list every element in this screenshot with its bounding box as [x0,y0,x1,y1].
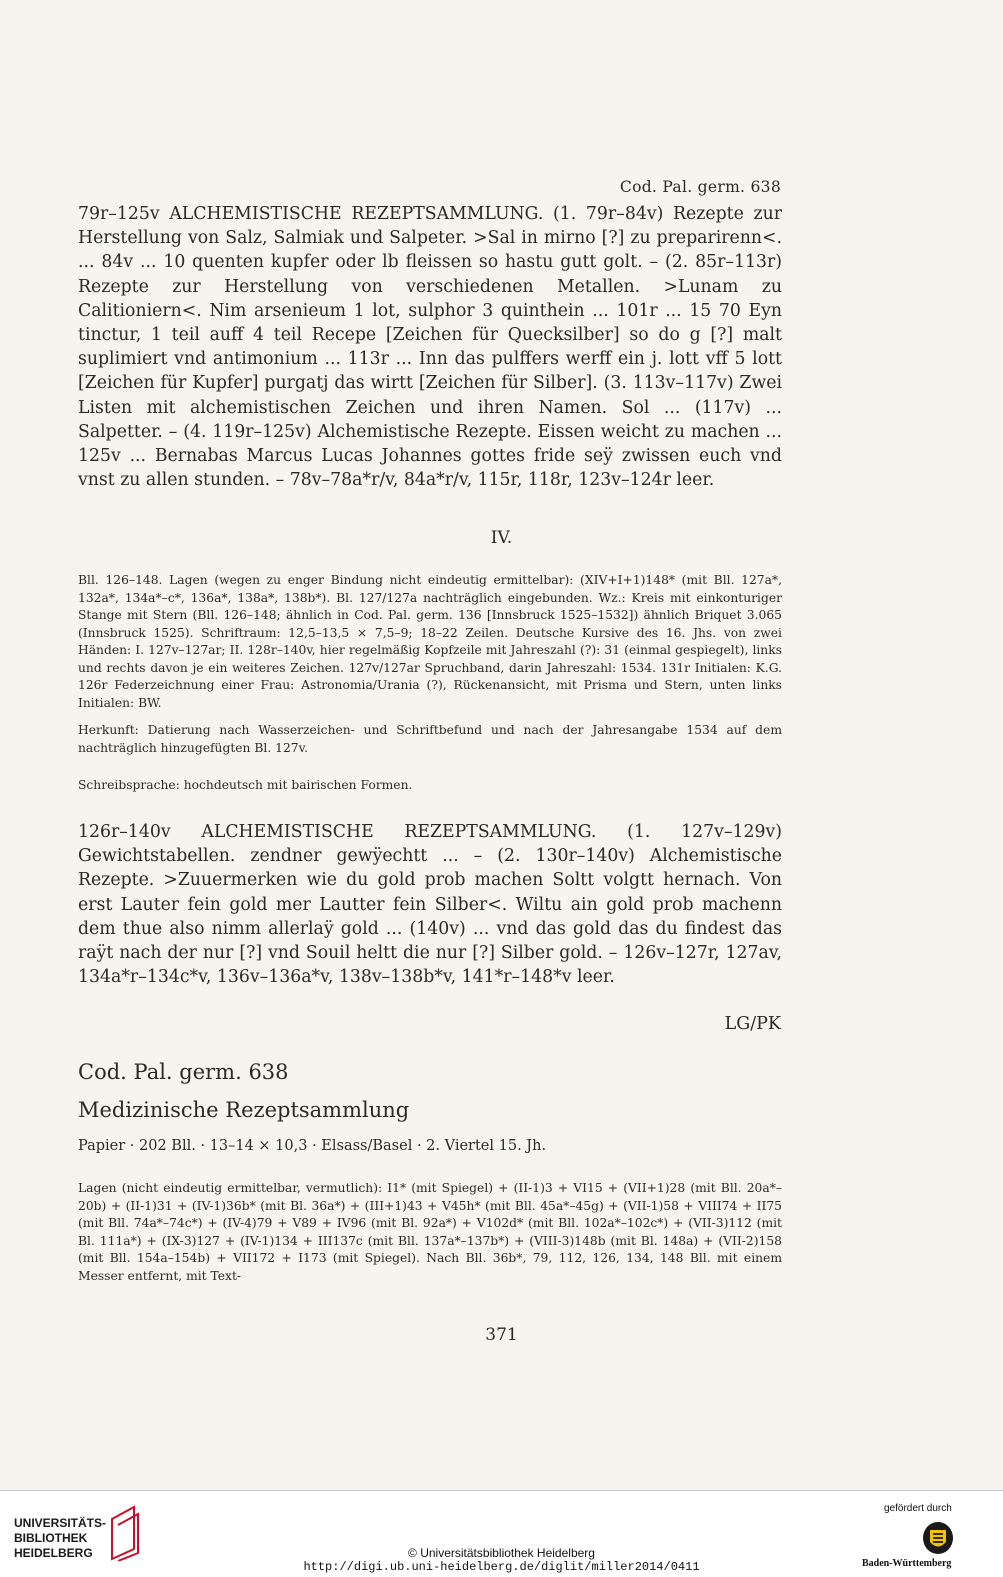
permalink-url[interactable]: http://digi.ub.uni-heidelberg.de/diglit/miller2014/0411 [303,1560,700,1574]
bw-crest-icon [921,1520,955,1556]
paragraph-alchemistische-rezeptsammlung-1: 79r–125v ALCHEMISTISCHE REZEPTSAMMLUNG. (1. 79r–84v) Rezepte zur Herstellung von Salz, Salmiak und Salpeter. >Sal in mirno [?] zu preparirenn<. ... 84v ... 10 quenten kupfer oder lb fleissen so hastu gutt golt. – (2. 85r–113r) Rezepte zur Herstellung von verschiedenen Metallen. >Lunam zu Calitioniern<. Nim arsenieum 1 lot, sulphor 3 quinthein ... 101r ... 15 70 Eyn tinctur, 1 teil auff 4 teil Recepe [Zeichen für Quecksilber] so do g [?] malt suplimiert vnd antimonium ... 113r ... Inn das pulffers werff ein j. lott vff 5 lott [Zeichen für Kupfer] purgatj das wirtt [Zeichen für Silber]. (3. 113v–117v) Zwei Listen mit alchemistischen Zeichen und ihren Namen. Sol ... (117v) ... Salpetter. – (4. 119r–125v) Alchemistische Rezepte. Eissen weicht zu machen ... 125v ... Bernabas Marcus Lucas Johannes gottes fride seÿ zwissen euch vnd vnst zu allen stunden. – 78v–78a*r/v, 84a*r/v, 115r, 118r, 123v–124r leer. [78,204,782,491]
paragraph-alchemistische-rezeptsammlung-2: 126r–140v ALCHEMISTISCHE REZEPTSAMMLUNG. (1. 127v–129v) Gewichtstabellen. zendner gewÿechtt ... – (2. 130r–140v) Alchemistische Rezepte. >Zuuermerken wie du gold prob machen Soltt volgtt hernach. Von erst Lauter fein gold mer Lautter fein Silber<. Wiltu ain gold prob machenn dem thue also nimm allerlaÿ gold ... (140v) ... vnd das gold das du findest das raÿt nach der nur [?] vnd Souil heltt die nur [?] Silber gold. – 126v–127r, 127av, 134a*r–134c*v, 136v–136a*v, 138v–138b*v, 141*r–148*v leer. [78,822,782,988]
author-initials: LG/PK [724,1014,781,1034]
sponsor-label: gefördert durch [884,1503,952,1514]
footer-bar [0,1490,1003,1577]
codicological-description: Bll. 126–148. Lagen (wegen zu enger Bindung nicht eindeutig ermittelbar): (XIV+I+1)148* (mit Bll. 127a*, 132a*, 134a*–c*, 136a*, 138a*, 138b*). Bl. 127/127a nachträglich eingebunden. Wz.: Kreis mit einkonturiger Stange mit Stern (Bll. 126–148; ähnlich in Cod. Pal. germ. 136 [Innsbruck 1525–1532]) ähnlich Briquet 3.065 (Innsbruck 1525). Schriftraum: 12,5–13,5 × 7,5–9; 18–22 Zeilen. Deutsche Kursive des 16. Jhs. von zwei Händen: I. 127v–127ar; II. 128r–140v, hier regelmäßig Kopfzeile mit Jahreszahl (?): 31 (einmal gespiegelt), links und rechts davon je ein weiteres Zeichen. 127v/127ar Spruchband, darin Jahreszahl: 1534. 131r Initialen: K.G. 126r Federzeichnung einer Frau: Astronomia/Urania (?), Rückenansicht, mit Prisma und Stern, unten links Initialen: BW. [78,573,782,710]
lagen-description: Lagen (nicht eindeutig ermittelbar, vermutlich): I1* (mit Spiegel) + (II-1)3 + VI15 + (VII+1)28 (mit Bll. 20a*–20b) + (II-1)31 + (IV-1)36b* (mit Bl. 36a*) + (III+1)43 + V45h* (mit Bll. 45a*–45g) + (VII-1)58 + VIII74 + II75 (mit Bll. 74a*–74c*) + (IV-4)79 + V89 + IV96 (mit Bl. 92a*) + V102d* (mit Bll. 102a*–102c*) + (VII-3)112 (mit Bl. 111a*) + (IX-3)127 + (IV-1)134 + III137c (mit Bll. 137a*–137b*) + (VIII-3)148b (mit Bl. 148a) + (VII-2)158 (mit Bll. 154a–154b) + VII172 + I173 (mit Spiegel). Nach Bll. 36b*, 79, 112, 126, 134, 148 Bll. mit einem Messer entfernt, mit Text- [78,1181,782,1283]
codex-title: Medizinische Rezeptsammlung [78,1098,410,1122]
page-number: 371 [485,1325,518,1345]
copyright-notice: © Universitätsbibliothek Heidelberg [408,1546,595,1560]
schreibsprache-note: Schreibsprache: hochdeutsch mit bairischen Formen. [78,778,413,792]
herkunft-note: Herkunft: Datierung nach Wasserzeichen- und Schriftbefund und nach der Jahresangabe 1534 auf dem nachträglich hinzugefügten Bl. 127v. [78,723,782,755]
codex-heading: Cod. Pal. germ. 638 [78,1060,289,1084]
logo-line-3: HEIDELBERG [14,1546,93,1560]
sponsor-name: Baden-Württemberg [862,1558,952,1569]
running-head: Cod. Pal. germ. 638 [619,178,781,196]
footer-rule [0,1490,1003,1491]
logo-line-1: UNIVERSITÄTS- [14,1516,107,1530]
codex-physical-description: Papier · 202 Bll. · 13–14 × 10,3 · Elsass/Basel · 2. Viertel 15. Jh. [78,1138,547,1154]
logo-line-2: BIBLIOTHEK [14,1531,88,1545]
section-number: IV. [490,528,513,548]
